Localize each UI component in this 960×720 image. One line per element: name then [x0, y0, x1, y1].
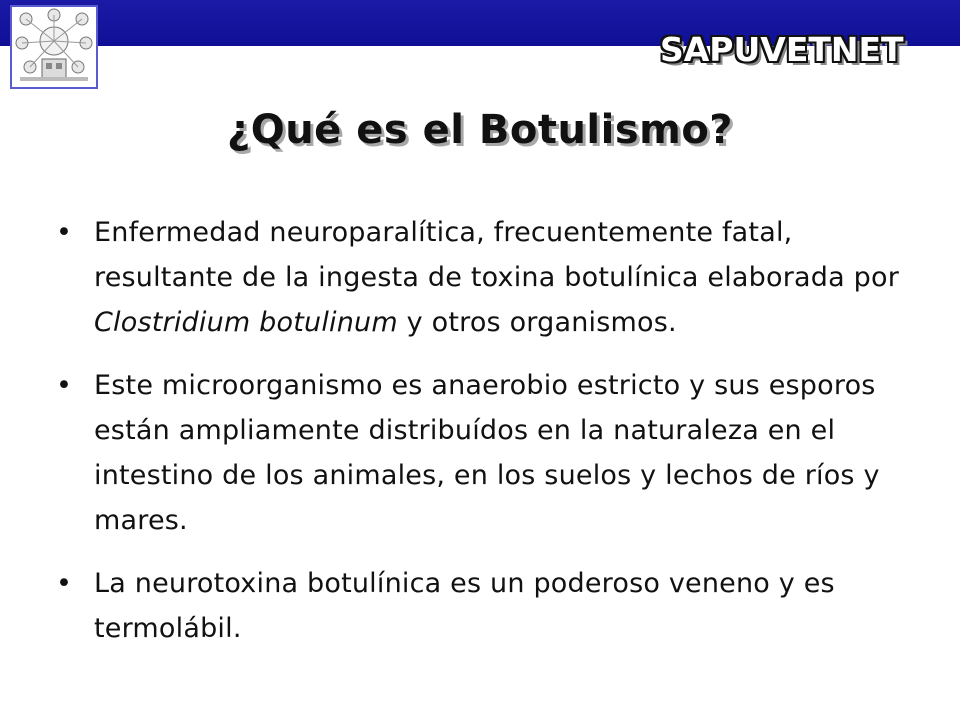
bullet-text-italic: Clostridium botulinum — [94, 307, 398, 338]
slide-title: ¿Qué es el Botulismo? — [226, 107, 734, 153]
bullet-text: La neurotoxina botulínica es un poderoso veneno y es termolábil. — [94, 568, 835, 644]
bullet-text: Este microorganismo es anaerobio estricto y sus esporos están ampliamente distribuídos en la naturaleza en el intestino de los animales, en los suelos y lechos de ríos y mares. — [94, 370, 880, 536]
bullet-text: Enfermedad neuroparalítica, frecuentemente fatal, resultante de la ingesta de toxina botulínica elaborada por — [94, 217, 899, 293]
bullet-icon: • — [56, 568, 73, 599]
bullet-item — [56, 561, 916, 651]
bullet-list — [56, 210, 916, 669]
bullet-text: y otros organismos. — [397, 307, 677, 338]
bullet-item — [56, 210, 916, 345]
sapuvetnet-logo-icon — [10, 5, 98, 89]
bullet-item — [56, 363, 916, 543]
brand-wordmark: SAPUVETNET — [660, 30, 904, 69]
bullet-icon: • — [56, 370, 73, 401]
bullet-icon: • — [56, 217, 73, 248]
